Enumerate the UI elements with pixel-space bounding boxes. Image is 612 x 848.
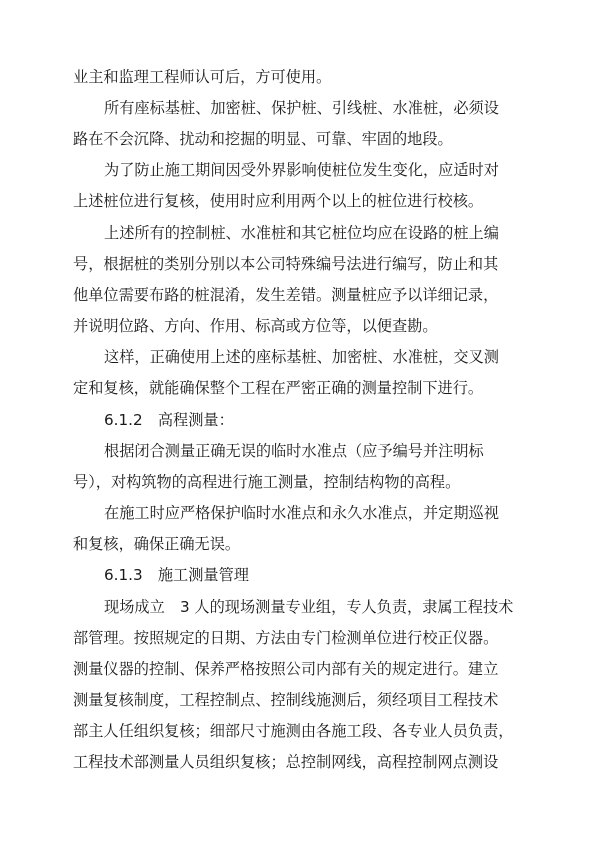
text-line (0, 67, 612, 87)
line-text: 业主和监理工程师认可后，方可使用。 (73, 68, 332, 86)
line-text: 定和复核，就能确保整个工程在严密正确的测量控制下进行。 (73, 379, 484, 397)
line-text: 在施工时应严格保护临时水准点和永久水准点，并定期巡视 (104, 504, 499, 522)
text-line (0, 659, 612, 679)
text-line (0, 472, 612, 492)
text-line (0, 98, 612, 118)
text-line (0, 254, 612, 274)
text-line (0, 503, 612, 523)
text-line (0, 223, 612, 243)
line-text: 号，根据桩的类别分别以本公司特殊编号法进行编写，防止和其 (73, 255, 499, 273)
text-line (0, 721, 612, 741)
text-line (0, 441, 612, 461)
text-line (0, 752, 612, 772)
text-line (0, 316, 612, 336)
line-text: 和复核，确保正确无误。 (73, 535, 241, 553)
line-text: 路在不会沉降、扰动和挖掘的明显、可靠、牢固的地段。 (73, 130, 453, 148)
line-text: 他单位需要布路的桩混淆，发生差错。测量桩应予以详细记录， (73, 286, 499, 304)
line-text: 上述桩位进行复核，使用时应利用两个以上的桩位进行校核。 (73, 192, 484, 210)
line-text: 并说明位路、方向、作用、标高或方位等，以便查勘。 (73, 317, 438, 335)
line-text: 这样，正确使用上述的座标基桩、加密桩、水准桩，交叉测 (104, 348, 499, 366)
line-text: 现场成立 3 人的现场测量专业组，专人负责，隶属工程技术 (104, 598, 514, 616)
text-line (0, 597, 612, 617)
text-line (0, 285, 612, 305)
section-heading-6-1-3 (0, 565, 612, 585)
line-text: 号），对构筑物的高程进行施工测量，控制结构物的高程。 (73, 473, 461, 491)
text-line (0, 534, 612, 554)
text-line (0, 347, 612, 367)
line-text: 测量复核制度，工程控制点、控制线施测后，须经项目工程技术 (73, 691, 499, 709)
line-text: 部主人任组织复核；细部尺寸施测由各施工段、各专业人员负责， (73, 722, 514, 740)
text-line (0, 191, 612, 211)
line-text: 上述所有的控制桩、水准桩和其它桩位均应在设路的桩上编 (104, 224, 499, 242)
text-line (0, 129, 612, 149)
text-line (0, 378, 612, 398)
line-text: 测量仪器的控制、保养严格按照公司内部有关的规定进行。建立 (73, 660, 499, 678)
line-text: 工程技术部测量人员组织复核；总控制网线，高程控制网点测设 (73, 753, 499, 771)
heading-text: 6.1.3 施工测量管理 (104, 566, 249, 584)
line-text: 部管理。按照规定的日期、方法由专门检测单位进行校正仪器。 (73, 629, 499, 647)
section-heading-6-1-2 (0, 410, 612, 430)
text-line (0, 628, 612, 648)
line-text: 所有座标基桩、加密桩、保护桩、引线桩、水准桩，必须设 (104, 99, 499, 117)
text-line (0, 160, 612, 180)
heading-text: 6.1.2 高程测量： (104, 411, 234, 429)
text-line (0, 690, 612, 710)
line-text: 为了防止施工期间因受外界影响使桩位发生变化，应适时对 (104, 161, 499, 179)
line-text: 根据闭合测量正确无误的临时水准点（应予编号并注明标 (104, 442, 484, 460)
